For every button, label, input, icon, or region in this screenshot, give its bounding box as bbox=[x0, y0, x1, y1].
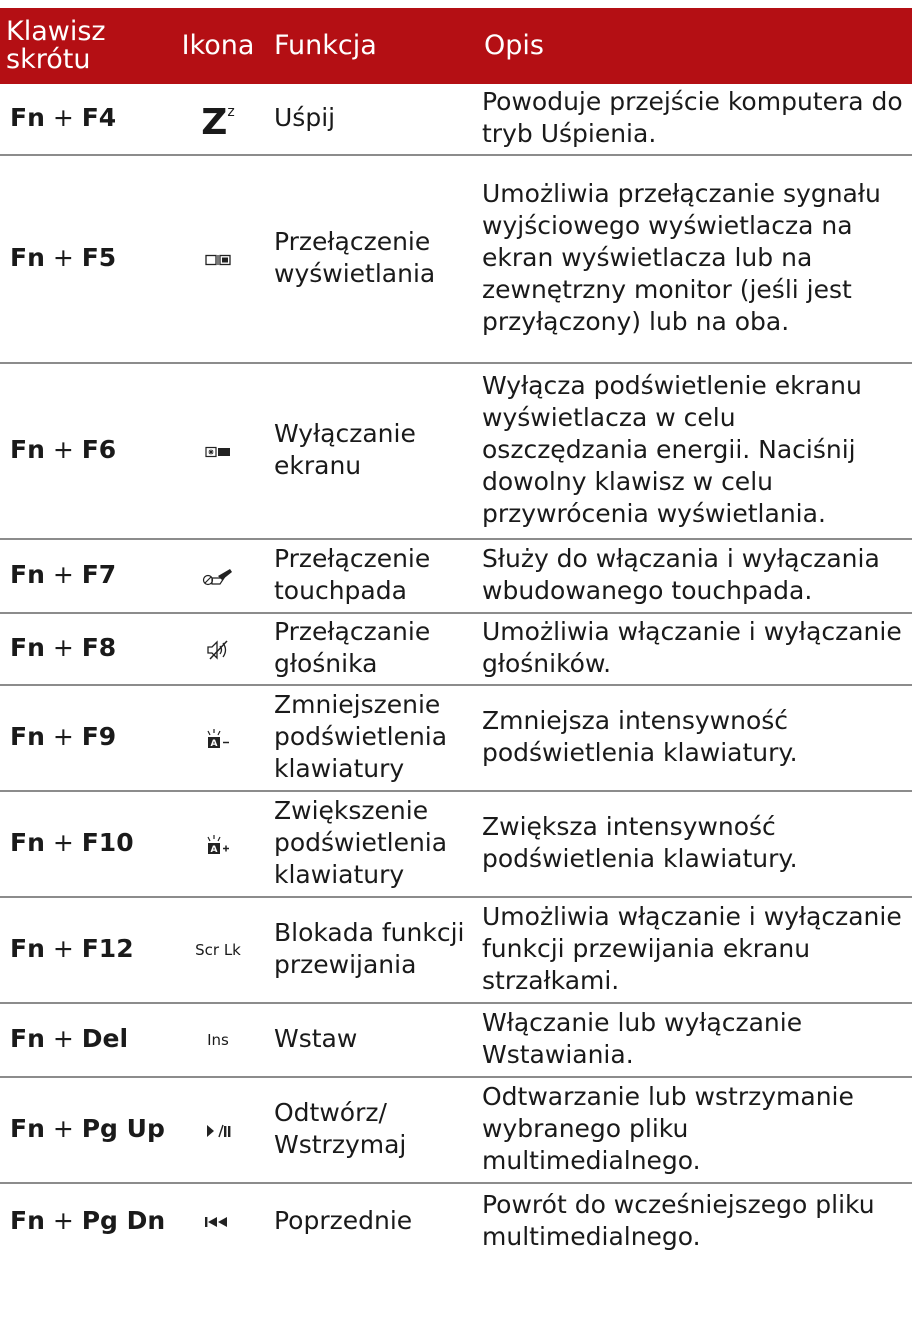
play-pause-icon bbox=[168, 1077, 268, 1183]
plus-sign: + bbox=[44, 633, 82, 662]
fn-key: Fn bbox=[10, 934, 45, 963]
previous-track-icon bbox=[168, 1183, 268, 1259]
description-cell: Zmniejsza intensywność podświetlenia klawiatury. bbox=[476, 685, 912, 791]
plus-sign: + bbox=[44, 828, 82, 857]
sleep-icon: $Z^z$ bbox=[168, 84, 268, 155]
screen-off-icon bbox=[168, 363, 268, 539]
function-cell: Poprzednie bbox=[274, 1205, 413, 1235]
hotkey-cell bbox=[0, 1003, 168, 1077]
scroll-lock-icon: Scr Lk bbox=[168, 897, 268, 1003]
plus-sign: + bbox=[44, 435, 82, 464]
function-cell: Wstaw bbox=[268, 1003, 476, 1077]
function-cell: Zmniejszenie podświetlenia klawiatury bbox=[268, 685, 476, 791]
header-function: Funkcja bbox=[274, 30, 377, 61]
description-cell: Zwiększa intensywność podświetlenia klawiatury. bbox=[476, 791, 912, 897]
plus-sign: + bbox=[44, 934, 82, 963]
hotkey-cell bbox=[0, 1077, 168, 1183]
description-cell: Umożliwia przełączanie sygnału wyjściowego wyświetlacza na ekran wyświetlacza lub na zewnętrzny monitor (jeśli jest przyłączony) lub na oba. bbox=[476, 155, 912, 363]
hotkey-cell bbox=[0, 613, 168, 685]
description-cell: Powrót do wcześniejszego pliku multimedialnego. bbox=[482, 1189, 875, 1251]
touchpad-toggle-icon bbox=[168, 539, 268, 613]
hotkey-cell bbox=[0, 363, 168, 539]
svg-text:A: A bbox=[210, 844, 218, 855]
description-cell: Wyłącza podświetlenie ekranu wyświetlacza w celu oszczędzania energii. Naciśnij dowolny klawisz w celu przywrócenia wyświetlania. bbox=[476, 363, 912, 539]
function-cell: Wyłączanie ekranu bbox=[268, 363, 476, 539]
svg-text:A: A bbox=[210, 738, 218, 749]
hotkey-cell bbox=[0, 897, 168, 1003]
description-cell: Służy do włączania i wyłączania wbudowanego touchpada. bbox=[476, 539, 912, 613]
table-row bbox=[0, 1003, 912, 1077]
plus-sign: + bbox=[44, 560, 82, 589]
key-label: F10 bbox=[81, 828, 134, 857]
table-row bbox=[0, 539, 912, 613]
speaker-mute-icon bbox=[168, 613, 268, 685]
table-row bbox=[0, 155, 912, 363]
insert-icon: Ins bbox=[168, 1003, 268, 1077]
function-cell: Przełączenie wyświetlania bbox=[268, 155, 476, 363]
hotkey-cell bbox=[0, 685, 168, 791]
hotkey-table bbox=[0, 8, 912, 1259]
plus-sign: + bbox=[44, 103, 82, 132]
function-cell: Zwiększenie podświetlenia klawiatury bbox=[268, 791, 476, 897]
table-row bbox=[0, 613, 912, 685]
fn-key: Fn bbox=[10, 1024, 45, 1053]
fn-key: Fn bbox=[10, 243, 45, 272]
fn-key: Fn bbox=[10, 1205, 45, 1235]
description-cell: Umożliwia włączanie i wyłączanie głośników. bbox=[476, 613, 912, 685]
description-cell: Umożliwia włączanie i wyłączanie funkcji przewijania ekranu strzałkami. bbox=[476, 897, 912, 1003]
keyboard-backlight-down-icon bbox=[168, 685, 268, 791]
header-icon: Ikona bbox=[181, 30, 255, 61]
plus-sign: + bbox=[44, 1024, 82, 1053]
key-label: F12 bbox=[81, 934, 134, 963]
table-row bbox=[0, 363, 912, 539]
function-cell: Odtwórz/ Wstrzymaj bbox=[268, 1077, 476, 1183]
key-label: Pg Dn bbox=[81, 1205, 166, 1235]
function-cell: Uśpij bbox=[268, 84, 476, 155]
table-row bbox=[0, 1183, 912, 1259]
hotkey-cell bbox=[0, 539, 168, 613]
description-cell: Powoduje przejście komputera do tryb Uśpienia. bbox=[476, 84, 912, 155]
key-label: F7 bbox=[81, 560, 117, 589]
hotkey-cell bbox=[0, 84, 168, 155]
table-row bbox=[0, 685, 912, 791]
function-cell: Blokada funkcji przewijania bbox=[268, 897, 476, 1003]
fn-key: Fn bbox=[10, 828, 45, 857]
fn-key: Fn bbox=[10, 435, 45, 464]
description-cell: Odtwarzanie lub wstrzymanie wybranego pliku multimedialnego. bbox=[476, 1077, 912, 1183]
hotkey-cell bbox=[0, 791, 168, 897]
keyboard-backlight-up-icon bbox=[168, 791, 268, 897]
table-header-row bbox=[0, 8, 912, 84]
key-label: F8 bbox=[81, 633, 117, 662]
key-label: F4 bbox=[81, 103, 117, 132]
key-label: Pg Up bbox=[81, 1114, 165, 1143]
key-label: Del bbox=[81, 1024, 129, 1053]
key-label: F5 bbox=[81, 243, 117, 272]
fn-key: Fn bbox=[10, 722, 45, 751]
table-row bbox=[0, 897, 912, 1003]
description-cell: Włączanie lub wyłączanie Wstawiania. bbox=[476, 1003, 912, 1077]
plus-sign: + bbox=[44, 1114, 82, 1143]
fn-key: Fn bbox=[10, 103, 45, 132]
display-switch-icon bbox=[168, 155, 268, 363]
table-row bbox=[0, 791, 912, 897]
hotkey-cell bbox=[0, 155, 168, 363]
header-description: Opis bbox=[484, 30, 544, 61]
function-cell: Przełączenie touchpada bbox=[268, 539, 476, 613]
hotkey-cell bbox=[0, 1183, 168, 1259]
table-row bbox=[0, 84, 912, 155]
key-label: F6 bbox=[81, 435, 117, 464]
fn-key: Fn bbox=[10, 560, 45, 589]
plus-sign: + bbox=[44, 243, 82, 272]
table-row bbox=[0, 1077, 912, 1183]
plus-sign: + bbox=[44, 722, 82, 751]
function-cell: Przełączanie głośnika bbox=[268, 613, 476, 685]
header-key: Klawisz skrótu bbox=[6, 16, 106, 75]
plus-sign: + bbox=[44, 1205, 82, 1235]
fn-key: Fn bbox=[10, 633, 45, 662]
key-label: F9 bbox=[81, 722, 117, 751]
fn-key: Fn bbox=[10, 1114, 45, 1143]
